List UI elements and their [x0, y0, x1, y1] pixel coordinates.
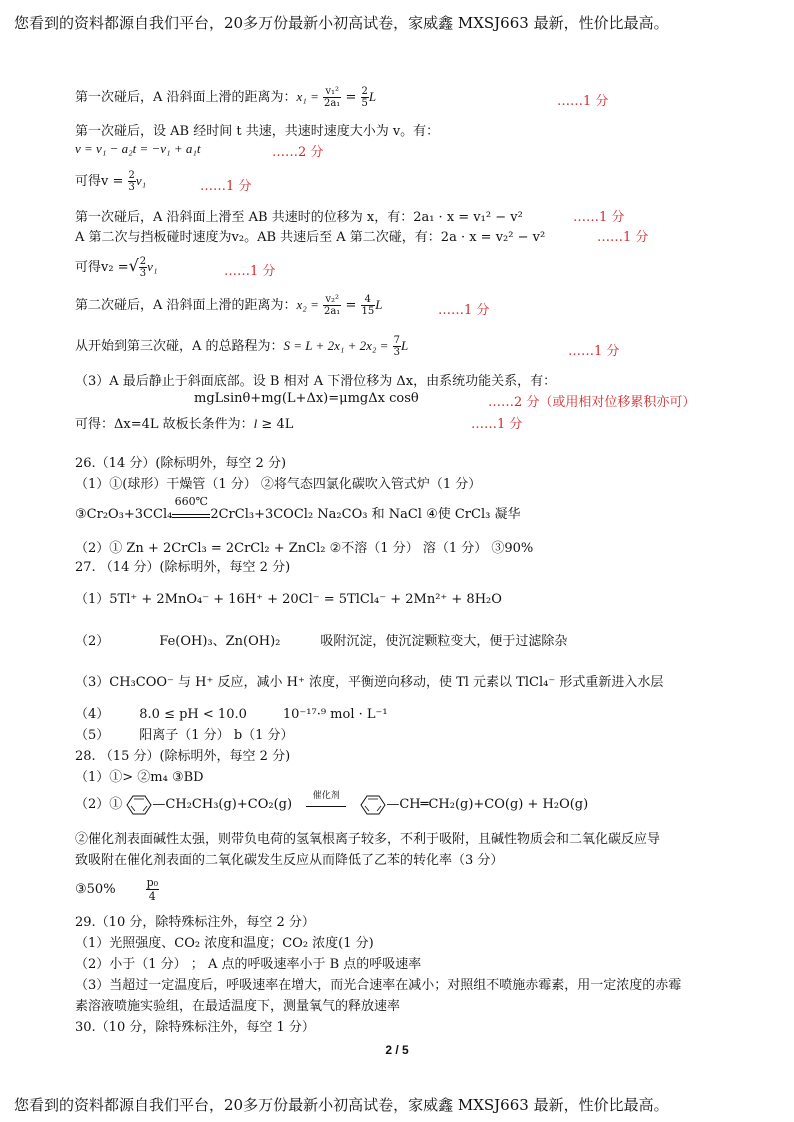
q29-part2: （2）小于（1 分） ； A 点的呼吸速率小于 B 点的呼吸速率: [75, 957, 422, 972]
page-number: 2 / 5: [385, 1043, 409, 1057]
q29-part3-line1: （3）当超过一定温度后，呼吸速率在增大，而光合速率在减小；对照组不喷施赤霉素，用一定浓度的赤霉: [75, 978, 682, 993]
answer-line-11: mgLsinθ+mg(L+Δx)=μmgΔx cosθ: [194, 391, 419, 406]
q26-equation: ③Cr₂O₃+3CCl₄ 660℃ 2CrCl₃+3COCl₂ Na₂CO₃ 和 NaCl ④使 CrCl₃ 凝华: [75, 495, 521, 522]
score-6: ……1 分: [597, 230, 649, 245]
score-3: ……2 分: [272, 145, 324, 160]
score-12: ……1 分: [471, 417, 523, 432]
top-banner: 您看到的资料都源自我们平台，20多万份最新小初高试卷，家威鑫 MXSJ663 最新，性价比最高。: [14, 14, 669, 32]
answer-line-5: 第一次碰后，A 沿斜面上滑至 AB 共速时的位移为 x，有：2a₁ · x = v₁² − v²: [75, 210, 523, 225]
q28-reaction: （2）① —CH₂CH₃(g)+CO₂(g) 催化剂 —CH═CH₂(g)+CO(g) + H₂O(g): [75, 793, 588, 815]
score-1: ……1 分: [557, 94, 609, 109]
score-4: ……1 分: [200, 179, 252, 194]
q29-heading: 29.（10 分，除特殊标注外，每空 2 分）: [75, 915, 315, 930]
q27-part3: （3）CH₃COO⁻ 与 H⁺ 反应，减小 H⁺ 浓度，平衡逆向移动，使 Tl 元素以 TlCl₄⁻ 形式重新进入水层: [75, 675, 664, 690]
score-8: ……1 分: [438, 303, 490, 318]
q30-heading: 30.（10 分，除特殊标注外，每空 1 分）: [75, 1020, 315, 1035]
q28-heading: 28. （15 分）(除标明外，每空 2 分): [75, 749, 291, 764]
answer-line-9: 从开始到第三次碰，A 的总路程为：S = L + 2x₁ + 2x₂ = $\frac{7}{3}$ L: [75, 335, 409, 358]
answer-line-2: 第一次碰后，设 AB 经时间 t 共速，共速时速度大小为 v。有：: [75, 124, 440, 139]
q28-part2-line1: ②催化剂表面碱性太强，则带负电荷的氢氧根离子较多，不利于吸附，且碱性物质会和二氧化碳反应导: [75, 832, 661, 847]
q27-part1: （1）5Tl⁺ + 2MnO₄⁻ + 16H⁺ + 20Cl⁻ = 5TlCl₄⁻ + 2Mn²⁺ + 8H₂O: [75, 592, 502, 607]
benzene-ring-icon: [360, 795, 386, 815]
score-7: ……1 分: [224, 264, 276, 279]
score-9: ……1 分: [568, 344, 620, 359]
benzene-ring-icon: [126, 795, 152, 815]
q27-part5: （5） 阳离子（1 分） b（1 分）: [75, 728, 294, 743]
q28-part2-line2: 致吸附在催化剂表面的二氧化碳发生反应从而降低了乙苯的转化率（3 分）: [75, 853, 504, 868]
answer-line-4: 可得v = $\frac{2}{3}$ v₁: [75, 170, 147, 193]
q27-part4: （4） 8.0 ≤ pH < 10.0 10⁻¹⁷·⁹ mol · L⁻¹: [75, 707, 388, 722]
q27-heading: 27. （14 分）(除标明外，每空 2 分): [75, 560, 291, 575]
answer-line-8: 第二次碰后，A 沿斜面上滑的距离为：x₂ = $\frac{\text{v₂²}}{\text{2a₁}}$ = $\frac{4}{15}$ L: [75, 294, 383, 317]
q29-part3-line2: 素溶液喷施实验组，在最适温度下，测量氧气的释放速率: [75, 999, 401, 1014]
q26-part2: （2）① Zn + 2CrCl₃ = 2CrCl₂ + ZnCl₂ ②不溶（1 分） 溶（1 分） ③90%: [75, 541, 534, 556]
score-5: ……1 分: [573, 210, 625, 225]
answer-line-10: （3）A 最后静止于斜面底部。设 B 相对 A 下滑位移为 Δx，由系统功能关系，有：: [75, 374, 557, 389]
answer-line-6: A 第二次与挡板碰时速度为v₂。AB 共速后至 A 第二次碰，有：2a · x = v₂² − v²: [75, 230, 546, 245]
q29-part1: （1）光照强度、CO₂ 浓度和温度；CO₂ 浓度(1 分): [75, 936, 374, 951]
bottom-banner: 您看到的资料都源自我们平台，20多万份最新小初高试卷，家威鑫 MXSJ663 最新，性价比最高。: [14, 1096, 669, 1114]
q28-part1: （1）①> ②m₄ ③BD: [75, 770, 204, 785]
answer-line-1: 第一次碰后，A 沿斜面上滑的距离为：x₁ = $\frac{\text{v₁²}}{\text{2a₁}}$ = $\frac{2}{5}$ L: [75, 86, 377, 109]
q26-part1: （1）①(球形）干燥管（1 分） ②将气态四氯化碳吹入管式炉（1 分）: [75, 477, 482, 492]
answer-line-7: 可得v₂ =√ $\frac{2}{3}$ v₁: [75, 256, 158, 279]
score-11: ……2 分（或用相对位移累积亦可）: [488, 395, 696, 410]
answer-line-12: 可得：Δx=4L 故板长条件为：l ≥ 4L: [75, 416, 294, 432]
q28-part3: ③50% $\frac{\text{p₀}}{4}$: [75, 876, 159, 903]
answer-line-3: v = v₁ − a₂t = −v₁ + a₁t: [75, 141, 201, 156]
q26-heading: 26.（14 分）(除标明外，每空 2 分): [75, 456, 287, 471]
q27-part2: （2） Fe(OH)₃、Zn(OH)₂ 吸附沉淀，使沉淀颗粒变大，便于过滤除杂: [75, 634, 568, 649]
